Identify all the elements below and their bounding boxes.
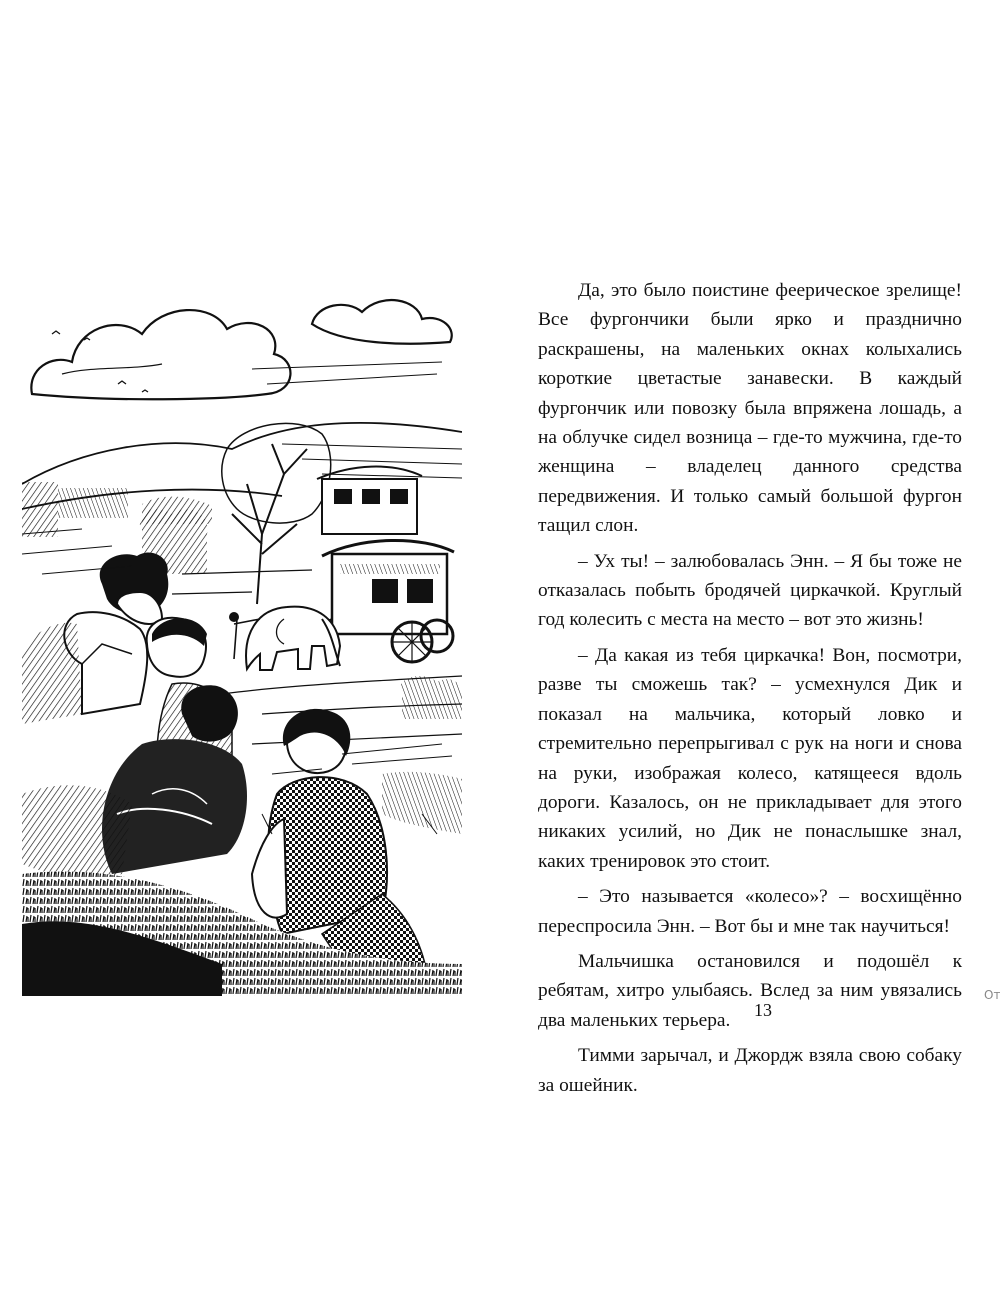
paragraph: Тимми зарычал, и Джордж взяла свою собаку за ошейник.	[538, 1045, 962, 1096]
birds	[52, 331, 148, 392]
bare-tree	[222, 423, 331, 604]
elephant	[229, 607, 340, 670]
book-illustration	[22, 274, 462, 996]
page-number: 13	[754, 1000, 772, 1020]
paragraph: Да, это было поистине феерическое зрелище! Все фургончики были ярко и празднично раскрашены, на маленьких окнах колыхались короткие цветастые занавески. В каждый фургончик или повозку была впряжена лошадь, а на облучке сидел возница – где-то мужчина, где-то женщина – владелец данного средства передвижения. И только самый большой фургон тащил слон.	[538, 280, 962, 537]
text-column	[538, 276, 962, 1100]
paragraph: – Ух ты! – залюбовалась Энн. – Я бы тоже не отказалась побыть бродячей циркачкой. Круглый год колесить с места на место – вот это жизнь!	[538, 550, 962, 631]
paragraph: Мальчишка остановился и подошёл к ребятам, хитро улыбаясь. Вслед за ним увязались два маленьких терьера.	[538, 950, 962, 1031]
paragraph: – Это называется «колесо»? – восхищённо переспросила Энн. – Вот бы и мне так научиться!	[538, 886, 962, 937]
illustration-drawing	[22, 274, 462, 996]
edge-text-fragment: От	[984, 988, 1000, 1002]
sky-clouds	[31, 300, 451, 399]
paragraph: – Да какая из тебя циркачка! Вон, посмотри, разве ты сможешь так? – усмехнулся Дик и показал на мальчика, который ловко и стремительно перепрыгивал с рук на ноги и снова на руки, изображая колесо, катящееся вдоль дороги. Казалось, он не прикладывает для этого никаких усилий, но Дик не понаслышке знал, каких тренировок это стоит.	[538, 644, 962, 872]
